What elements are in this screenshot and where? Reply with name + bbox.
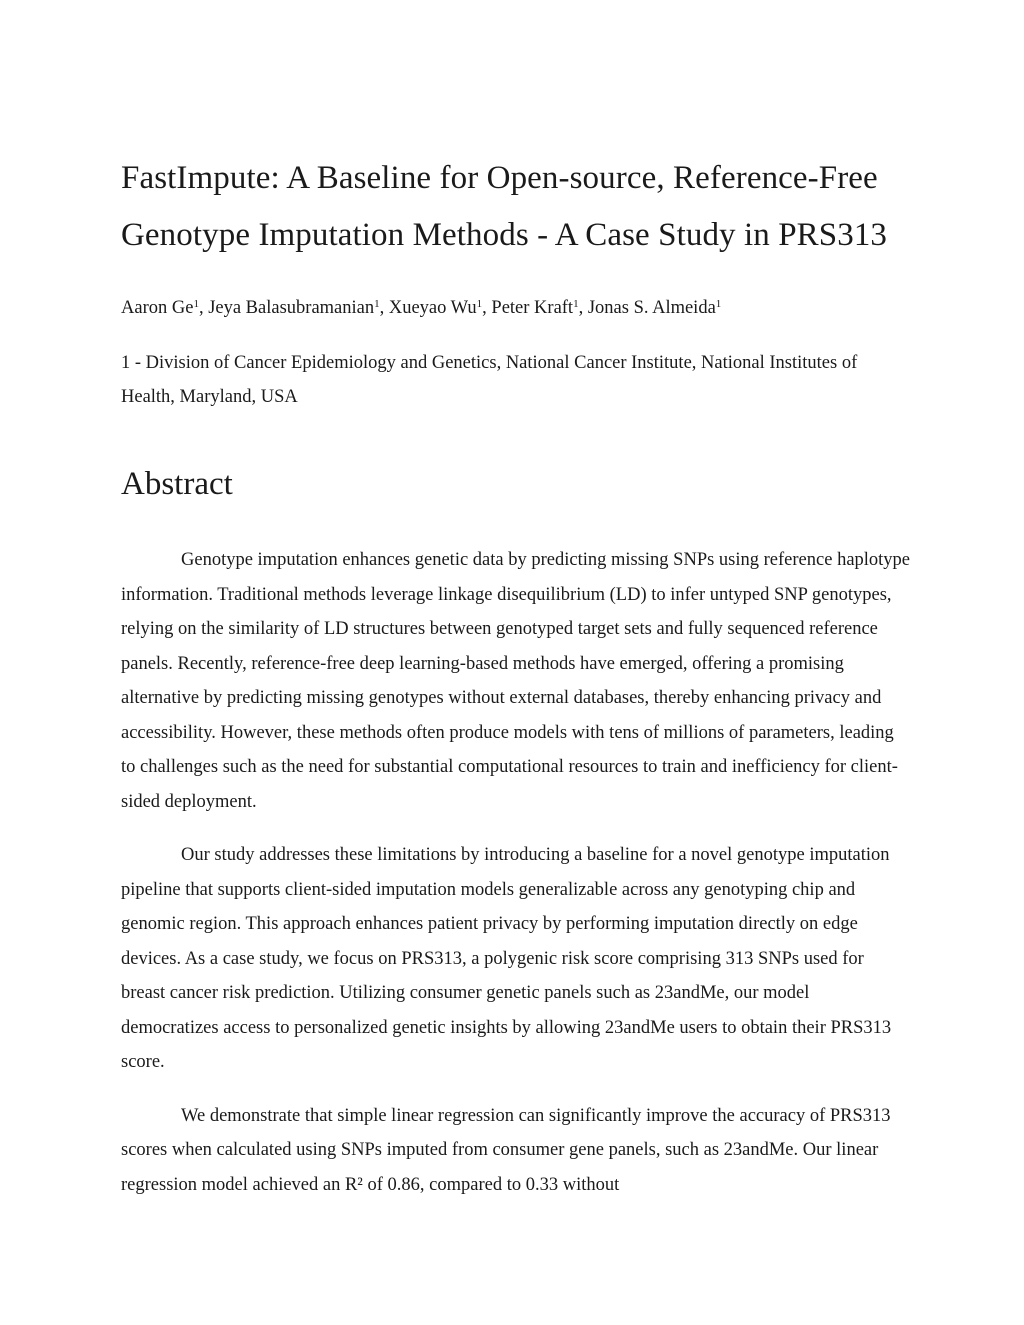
author: Xueyao Wu$^1$ [388,298,483,318]
abstract-paragraph-1: Genotype imputation enhances genetic data by predicting missing SNPs using reference haplotype information. Traditional methods leverage linkage disequilibrium (LD) to infer untyped SNP genotypes, relying on the similarity of LD structures between genotyped target sets and fully sequenced reference panels. Recently, reference-free deep learning-based methods have emerged, offering a promising alternative by predicting missing genotypes without external databases, thereby enhancing privacy and accessibility. However, these methods often produce models with tens of millions of parameters, leading to challenges such as the need for substantial computational resources to train and inefficiency for client-sided deployment. [121,550,911,812]
title-line-1: FastImpute: A Baseline for Open-source, Reference-Free [121,160,878,196]
affiliation: 1 - Division of Cancer Epidemiology and Genetics, National Cancer Institute, National Institutes of Health, Maryland, USA [121,353,858,407]
abstract-paragraph-3: We demonstrate that simple linear regression can significantly improve the accuracy of PRS313 scores when calculated using SNPs imputed from consumer gene panels, such as 23andMe. Our linear regression model achieved an R² of 0.86, compared to 0.33 without [121,1105,891,1195]
paper-title [121,150,911,264]
author: Jeya Balasubramanian$^1$ [208,298,380,318]
affiliation-marker: 1 [573,298,579,310]
author: Jonas S. Almeida$^1$ [587,298,722,318]
affiliation-marker: 1 [715,298,722,310]
author: Aaron Ge$^1$ [121,298,199,318]
affiliation-marker: 1 [374,298,380,310]
author: Peter Kraft$^1$ [491,298,579,318]
affiliation-marker: 1 [476,298,483,310]
author-list: Aaron Ge$^1$, Jeya Balasubramanian$^1$, Xueyao Wu$^1$, Peter Kraft$^1$, Jonas S. Almeida$^1$ [121,298,722,318]
affiliation-marker: 1 [193,298,199,310]
paper-page [121,150,911,1202]
title-line-2: Genotype Imputation Methods - A Case Study in PRS313 [121,217,888,253]
abstract-paragraph-2: Our study addresses these limitations by introducing a baseline for a novel genotype imputation pipeline that supports client-sided imputation models generalizable across any genotyping chip and genomic region. This approach enhances patient privacy by performing imputation directly on edge devices. As a case study, we focus on PRS313, a polygenic risk score comprising 313 SNPs used for breast cancer risk prediction. Utilizing consumer genetic panels such as 23andMe, our model democratizes access to personalized genetic insights by allowing 23andMe users to obtain their PRS313 score. [121,845,892,1072]
abstract-heading: Abstract [121,466,233,502]
